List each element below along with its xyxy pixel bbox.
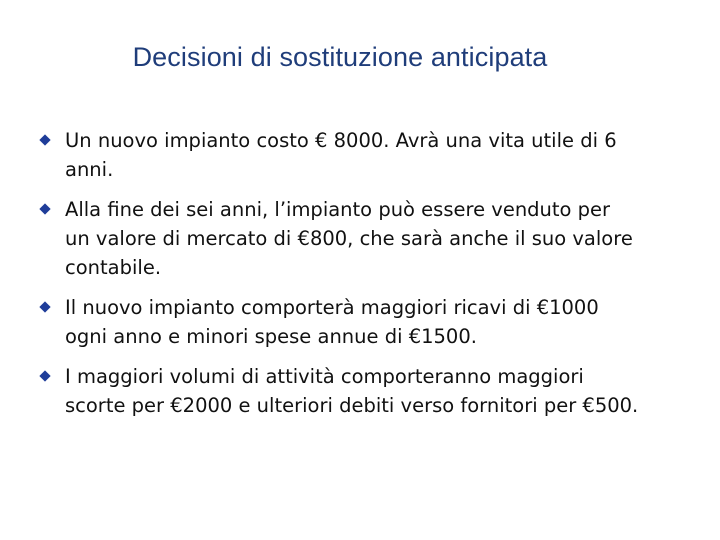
bullet-text: Alla fine dei sei anni, l’impianto può essere venduto per un valore di mercato di €800, che sarà anche il suo valore contabile. (65, 198, 633, 279)
diamond-bullet-icon (39, 134, 50, 145)
bullet-list (40, 126, 640, 431)
diamond-bullet-icon (39, 203, 50, 214)
bullet-text: I maggiori volumi di attività comporteranno maggiori scorte per €2000 e ulteriori debiti verso fornitori per €500. (65, 365, 639, 417)
bullet-item (40, 293, 640, 351)
bullet-text: Il nuovo impianto comporterà maggiori ricavi di €1000 ogni anno e minori spese annue di €1500. (65, 296, 599, 348)
bullet-text: Un nuovo impianto costo € 8000. Avrà una vita utile di 6 anni. (65, 129, 617, 181)
bullet-item (40, 126, 640, 184)
bullet-item (40, 195, 640, 282)
diamond-bullet-icon (39, 370, 50, 381)
bullet-item (40, 362, 640, 420)
diamond-bullet-icon (39, 301, 50, 312)
slide-title: Decisioni di sostituzione anticipata (132, 42, 548, 72)
